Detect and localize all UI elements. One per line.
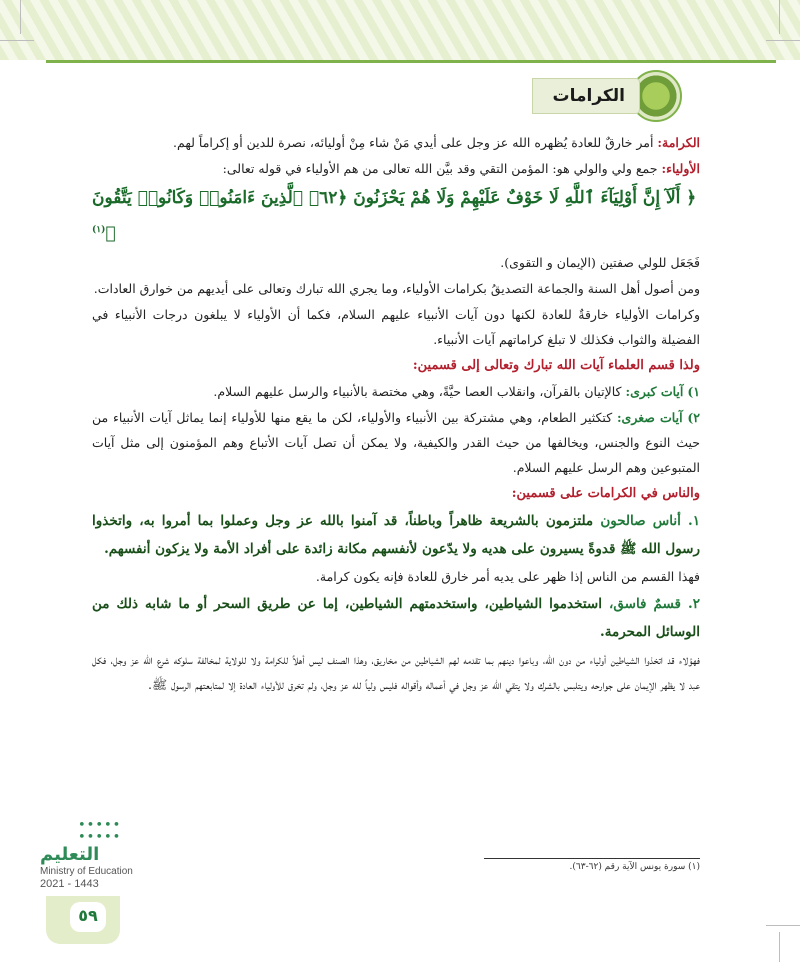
paragraph-type1-note: فهذا القسم من الناس إذا ظهر على يديه أمر خارق للعادة فإنه يكون كرامة.	[315, 568, 700, 584]
paragraph-belief: ومن أصول أهل السنة والجماعة التصديقُ بكرامات الأولياء، وما يجري الله تبارك وتعالى على أيديهم من خوارق العادات.	[93, 280, 700, 296]
top-banner	[0, 0, 800, 60]
banner-rule	[46, 60, 776, 63]
item-text: كالإتيان بالقرآن، وانقلاب العصا حيَّةً، وهي مختصة بالأنبياء والرسل عليهم السلام.	[213, 383, 622, 399]
section-title: الكرامات	[532, 78, 641, 114]
logo-arabic: التعليم	[40, 844, 100, 865]
definition-text: أمر خارقٌ للعادة يُظهره الله عز وجل على أيدي مَنْ شاء مِنْ أوليائه، نصرة للدين أو إكراماً لهم.	[173, 135, 654, 150]
crop-mark	[779, 932, 780, 962]
item-number: ١)	[687, 383, 700, 399]
people-type-1	[92, 507, 700, 563]
footnote: (١) سورة يونس الآية رقم (٦٢-٦٣).	[569, 862, 700, 872]
paragraph-compare: وكرامات الأولياء خارقةٌ للعادة لكنها دون آيات الأنبياء عليهم السلام، فكما أن الأولياء لا يبلغون درجات الأنبياء في الفضيلة والثواب فكذلك لا تبلغ كراماتهم آيات الأنبياء.	[92, 306, 700, 347]
page-number: ٥٩	[70, 902, 106, 932]
page-number-tab	[46, 896, 120, 944]
type-lead: ١. أناس صالحون	[600, 512, 700, 529]
footnote-rule	[484, 858, 700, 859]
quran-verse	[92, 182, 700, 250]
item-number: ٢)	[687, 409, 700, 425]
list-item	[92, 379, 700, 404]
term-awliya: الأولياء:	[661, 161, 700, 176]
verse-footnote-ref: (١)	[92, 225, 106, 235]
crop-mark	[766, 40, 800, 41]
paragraph-traits: فَجَعَل للولي صفتين (الإيمان و التقوى).	[500, 254, 700, 270]
crop-mark	[766, 925, 800, 926]
logo-dots-icon: ••••• •••••	[78, 818, 122, 845]
definition-text: جمع ولي والولي هو: المؤمن التقي وقد بيَّن الله تعالى من هم الأولياء في قوله تعالى:	[222, 161, 658, 176]
ministry-logo	[40, 820, 160, 900]
page-body	[92, 130, 700, 698]
definition-karama	[92, 130, 700, 155]
section-heading	[532, 70, 683, 122]
crop-mark	[0, 40, 34, 41]
heading-divisions: ولذا قسم العلماء آيات الله تبارك وتعالى إلى قسمين:	[412, 357, 700, 373]
item-term: آيات كبرى:	[625, 383, 684, 399]
type-text: ملتزمون بالشريعة ظاهراً وباطناً، قد آمنوا بالله عز وجل وعملوا بما أمروا به، واتخذوا رسول الله ﷺ قدوةً يسيرون على هديه ولا يدّعون لأنفسهم مكانة زائدة على أفراد الأمة ولا يزكون أنفسهم.	[92, 512, 700, 557]
definition-awliya	[92, 156, 700, 181]
crop-mark	[20, 0, 21, 34]
list-item	[92, 405, 700, 480]
logo-year: 2021 - 1443	[40, 878, 99, 890]
type-text: استخدموا الشياطين، واستخدمتهم الشياطين، إما عن طريق السحر أو ما شابه ذلك من الوسائل المحرمة.	[92, 595, 700, 640]
people-type-2	[92, 590, 700, 646]
type-lead: ٢. قسمٌ فاسق،	[609, 595, 701, 612]
heading-people: والناس في الكرامات على قسمين:	[511, 485, 700, 501]
crop-mark	[779, 0, 780, 34]
item-term: آيات صغرى:	[616, 409, 683, 425]
verse-text: ﴿ أَلَآ إِنَّ أَوْلِيَآءَ ٱللَّهِ لَا خَوْفٌ عَلَيْهِمْ وَلَا هُمْ يَحْزَنُونَ ﴿٦٢﴾ ٱلَّذِينَ ءَامَنُوا۟ وَكَانُوا۟ يَتَّقُونَ ﴾	[92, 188, 697, 244]
paragraph-type2-note: فهؤلاء قد اتخذوا الشياطين أولياء من دون الله، وباعوا دينهم بما تقدمه لهم الشياطين من مخاريق، وهذا الصنف ليس أهلاً للكرامة ولا للولاية لمخالفة سلوكه شرع الله عز وجل، فكل عبد لا يظهر الإيمان على جوارحه ويتلبس بالشرك ولا يتقي الله عز وجل في أعماله وأقواله فليس ولياً لله عز وجل، ولم تخرق للأولياء العادة إلا لمتابعتهم الرسول ﷺ.	[92, 651, 700, 692]
term-karama: الكرامة:	[657, 135, 700, 150]
logo-english: Ministry of Education	[40, 866, 133, 877]
item-text: كتكثير الطعام، وهي مشتركة بين الأنبياء والأولياء، لكن ما يقع منها للأولياء إنما يماثل آيات الأنبياء من حيث النوع والجنس، ويخالفها من حيث القدر والكيفية، ولا يمكن أن تصل آيات الأتباع وهم المؤمنون إلى مثل آيات المتبوعين وهم الرسل عليهم السلام.	[92, 409, 700, 475]
